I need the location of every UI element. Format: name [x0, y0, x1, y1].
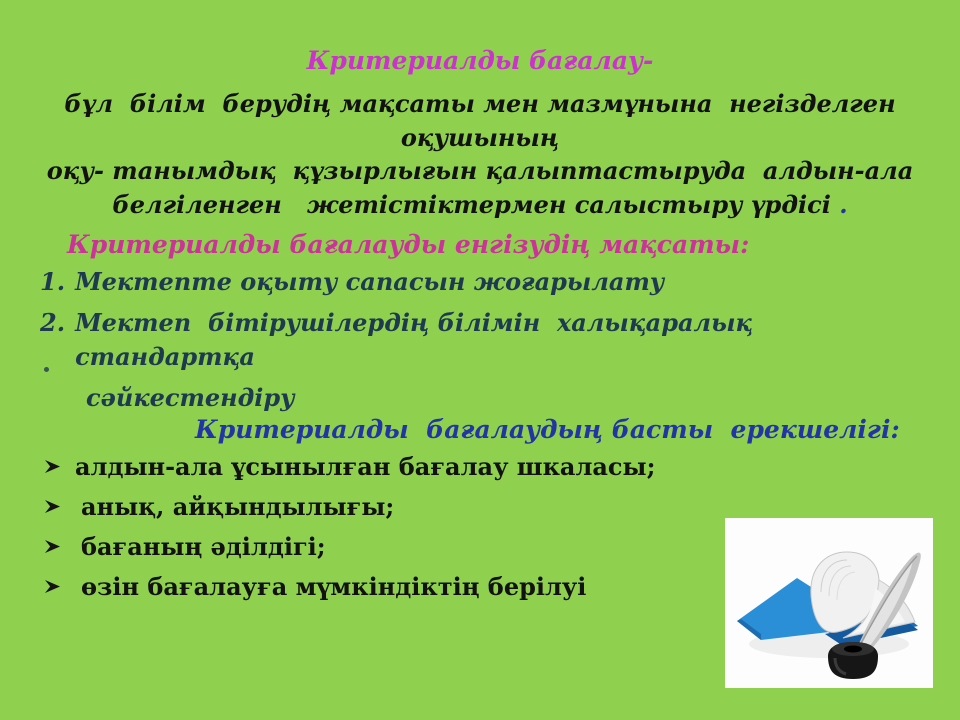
intro-line-text: белгіленген жетістіктермен салыстыру үрдісі — [112, 189, 840, 219]
open-book-quill-inkwell-illustration — [725, 518, 933, 688]
arrowhead-bullet-icon — [44, 538, 61, 555]
intro-line — [28, 188, 932, 222]
intro-line: оқу- танымдық құзырлығын қалыптастыруда алдын-ала — [46, 156, 914, 185]
bullet-text: алдын-ала ұсынылған бағалау шкаласы; — [75, 452, 656, 481]
arrowhead-bullet-icon — [44, 498, 61, 515]
bullet-item — [44, 452, 704, 492]
bullet-item — [44, 572, 704, 612]
goal-item-text-wrap: сәйкестендіру — [86, 383, 295, 412]
goal-item-text: Мектеп бітірушілердің білімін халықаралық стандартқа — [75, 308, 761, 371]
bullet-item — [44, 532, 704, 572]
intro-paragraph — [28, 87, 932, 221]
bullet-text: анық, айқындылығы; — [81, 492, 395, 521]
arrowhead-bullet-icon — [44, 578, 61, 595]
bullet-text: бағаның әділдігі; — [81, 532, 326, 561]
goal-heading: Критериалды бағалауды енгізудің мақсаты: — [67, 230, 750, 259]
book-quill-image — [725, 518, 933, 688]
goal-item — [40, 265, 900, 299]
goal-list — [40, 265, 900, 415]
intro-period: . — [839, 189, 848, 219]
goal-item-number: 1. — [40, 267, 66, 296]
arrowhead-bullet-icon — [44, 458, 61, 475]
goal-item-text: Мектепте оқыту сапасын жоғарылату — [75, 267, 665, 296]
goal-item-number: 2. — [40, 308, 66, 337]
stray-period-dot — [44, 367, 49, 372]
feature-heading: Критериалды бағалаудың басты ерекшелігі: — [195, 415, 900, 444]
goal-item — [40, 306, 900, 374]
bullet-item — [44, 492, 704, 532]
intro-line: бұл білім берудің мақсаты мен мазмұнына негізделген оқушының — [64, 89, 913, 152]
feature-bullet-list — [44, 452, 704, 612]
slide-title: Критериалды бағалау- — [306, 46, 654, 75]
bullet-text: өзін бағалауға мүмкіндіктің берілуі — [81, 572, 587, 601]
